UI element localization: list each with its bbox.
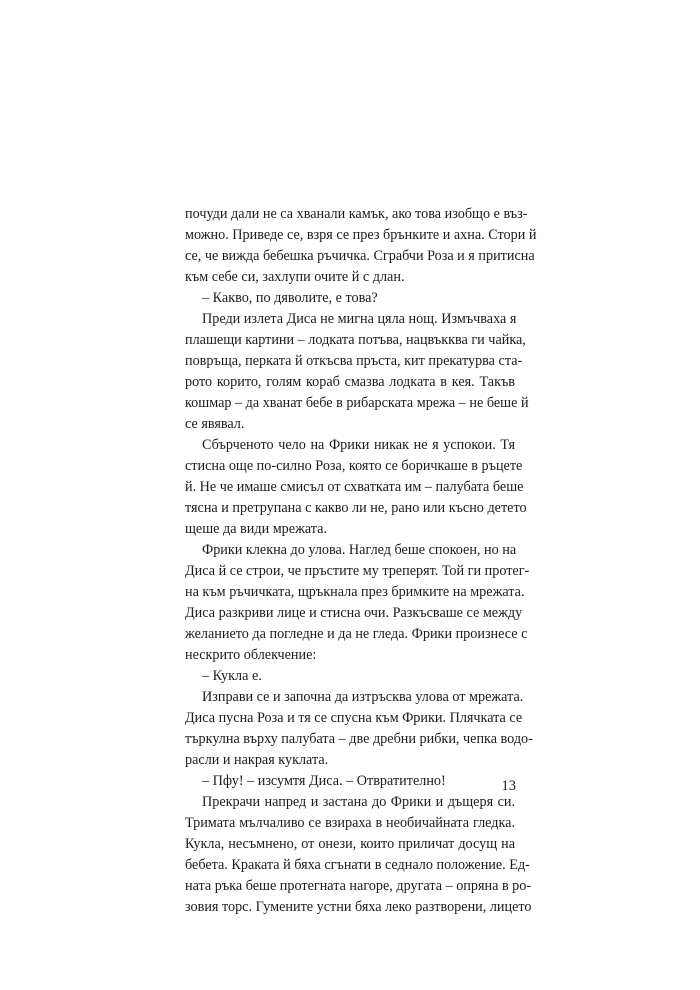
text-line: – Кукла е.	[202, 668, 262, 684]
body-text	[185, 204, 537, 918]
text-line: Прекрачи напред и застана до Фрики и дъщеря си.	[202, 794, 515, 810]
text-line: на към ръчичката, щръкнала през бримките на мрежата.	[185, 584, 525, 600]
text-line: расли и накрая куклата.	[185, 752, 329, 768]
text-line: Преди излета Диса не мигна цяла нощ. Измъчваха я	[202, 311, 517, 327]
text-line: щеше да види мрежата.	[185, 521, 328, 537]
text-line: Кукла, несъмнено, от онези, които приличат досущ на	[185, 836, 515, 852]
text-line: нескрито облекчение:	[185, 647, 317, 663]
text-line: почуди дали не са хванали камък, ако това изобщо е въз-	[185, 206, 528, 222]
text-line: се явявал.	[185, 416, 245, 432]
text-line: – Пфу! – изсумтя Диса. – Отвратително!	[202, 773, 446, 789]
text-line: – Какво, по дяволите, е това?	[202, 290, 378, 306]
text-line: рото корито, голям кораб смазва лодката в кея. Такъв	[185, 374, 515, 390]
text-line: търкулна върху палубата – две дребни рибки, чепка водо-	[185, 731, 533, 747]
text-line: стисна още по-силно Роза, която се боричкаше в ръцете	[185, 458, 523, 474]
text-line: зовия торс. Гумените устни бяха леко разтворени, лицето	[185, 899, 532, 915]
text-line: се, че вижда бебешка ръчичка. Сграбчи Роза и я притисна	[185, 248, 535, 264]
text-line: повръща, перката й откъсва пръста, кит прекатурва ста-	[185, 353, 523, 369]
text-line: Изправи се и започна да изтръсква улова от мрежата.	[202, 689, 524, 705]
text-line: кошмар – да хванат бебе в рибарската мрежа – не беше й	[185, 395, 529, 411]
text-line: желанието да погледне и да не гледа. Фрики произнесе с	[185, 626, 528, 642]
text-line: ната ръка беше протегната нагоре, другата – опряна в ро-	[185, 878, 532, 894]
text-line: тясна и претрупана с какво ли не, рано или късно детето	[185, 500, 527, 516]
page-number: 13	[501, 778, 516, 794]
text-line: бебета. Краката й бяха сгънати в седнало положение. Ед-	[185, 857, 530, 873]
text-line: Тримата мълчаливо се взираха в необичайната гледка.	[185, 815, 515, 831]
text-line: Диса й се строи, че пръстите му треперят. Той ги протег-	[185, 563, 530, 579]
text-line: Диса разкриви лице и стисна очи. Разкъсваше се между	[185, 605, 523, 621]
text-line: Диса пусна Роза и тя се спусна към Фрики. Плячката се	[185, 710, 523, 726]
text-line: Сбърченото чело на Фрики никак не я успокои. Тя	[202, 437, 515, 453]
text-line: можно. Приведе се, взря се през брънките и ахна. Стори й	[185, 227, 537, 243]
text-line: Фрики клекна до улова. Наглед беше спокоен, но на	[202, 542, 517, 558]
text-line: плашещи картини – лодката потъва, нацвъкква ги чайка,	[185, 332, 526, 348]
text-line: към себе си, захлупи очите й с длан.	[185, 269, 405, 285]
text-line: й. Не че имаше смисъл от схватката им – палубата беше	[185, 479, 524, 495]
